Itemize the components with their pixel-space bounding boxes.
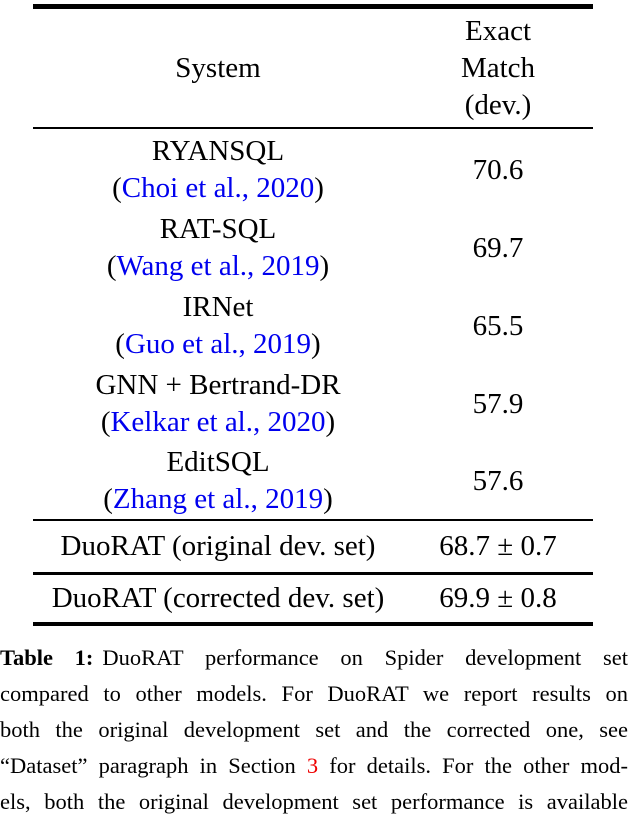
table-row xyxy=(33,365,593,443)
system-cell xyxy=(33,575,403,622)
score-cell xyxy=(403,287,593,365)
paren-close: ) xyxy=(319,250,330,282)
system-name: IRNet xyxy=(182,291,254,323)
paren-open: ( xyxy=(100,406,111,438)
score-value: 69.9 ± 0.8 xyxy=(439,582,557,614)
system-name: DuoRAT (original dev. set) xyxy=(60,530,376,562)
table-bottom-rule xyxy=(33,622,593,626)
caption-line-4 xyxy=(0,748,628,784)
citation-line xyxy=(115,326,320,363)
citation-line xyxy=(101,404,335,441)
header-cell-system xyxy=(33,9,403,127)
caption-label: Table 1: xyxy=(0,645,94,670)
caption-line-1 xyxy=(0,640,628,676)
score-cell xyxy=(403,575,593,622)
paren-close: ) xyxy=(325,406,336,438)
header-cell-exact-match xyxy=(403,9,593,127)
caption-text: for details. For the other mod- xyxy=(329,753,628,778)
duorat-corrected-row xyxy=(33,575,593,622)
system-name: DuoRAT (corrected dev. set) xyxy=(51,582,385,614)
paren-open: ( xyxy=(112,172,122,204)
table-caption xyxy=(0,640,628,820)
citation-link[interactable]: Choi et al., 2020 xyxy=(121,172,315,204)
score-cell xyxy=(403,209,593,287)
caption-line-2: compared to other models. For DuoRAT we report results on xyxy=(0,681,628,706)
score-cell xyxy=(403,365,593,443)
table-row xyxy=(33,443,593,519)
system-name: RAT-SQL xyxy=(159,213,277,245)
score-cell xyxy=(403,521,593,572)
caption-text: “Dataset” paragraph in Section xyxy=(0,753,296,778)
citation-line xyxy=(112,170,324,207)
system-cell xyxy=(33,209,403,287)
score-value: 70.6 xyxy=(472,153,524,186)
citation-line xyxy=(107,248,329,285)
header-separator-rule xyxy=(33,127,593,129)
column-header-system: System xyxy=(175,51,261,84)
caption-line-3: both the original development set and the corrected one, see xyxy=(0,717,628,742)
system-cell xyxy=(33,365,403,443)
score-value: 57.9 xyxy=(472,387,524,420)
system-cell xyxy=(33,521,403,572)
table-row xyxy=(33,131,593,209)
system-cell xyxy=(33,443,403,519)
header-line-match: Match xyxy=(460,51,536,84)
system-name: RYANSQL xyxy=(151,135,285,167)
header-line-exact: Exact xyxy=(464,14,531,47)
score-value: 57.6 xyxy=(472,464,524,497)
caption-line-5-clipped: els, both the original development set performance is available xyxy=(0,789,628,814)
paren-close: ) xyxy=(314,172,324,204)
table-row xyxy=(33,209,593,287)
caption-text: DuoRAT performance on Spider development set xyxy=(102,645,628,670)
paren-open: ( xyxy=(106,250,117,282)
citation-link[interactable]: Kelkar et al., 2020 xyxy=(110,406,326,438)
paren-open: ( xyxy=(103,483,113,515)
table-row xyxy=(33,287,593,365)
system-cell xyxy=(33,287,403,365)
paren-open: ( xyxy=(115,328,125,360)
score-value: 65.5 xyxy=(472,309,524,342)
paren-close: ) xyxy=(311,328,321,360)
table-header-row xyxy=(33,9,593,127)
header-line-dev: (dev.) xyxy=(464,88,532,121)
citation-line xyxy=(103,481,333,518)
score-cell xyxy=(403,131,593,209)
score-cell xyxy=(403,443,593,519)
score-value: 68.7 ± 0.7 xyxy=(439,530,557,562)
citation-link[interactable]: Zhang et al., 2019 xyxy=(112,483,324,515)
section-3-link[interactable]: 3 xyxy=(306,753,319,778)
paren-close: ) xyxy=(323,483,333,515)
score-value: 69.7 xyxy=(472,231,524,264)
citation-link[interactable]: Wang et al., 2019 xyxy=(116,250,320,282)
duorat-original-row xyxy=(33,521,593,572)
citation-link[interactable]: Guo et al., 2019 xyxy=(124,328,312,360)
system-name: GNN + Bertrand-DR xyxy=(95,369,341,401)
system-name: EditSQL xyxy=(166,446,270,478)
system-cell xyxy=(33,131,403,209)
